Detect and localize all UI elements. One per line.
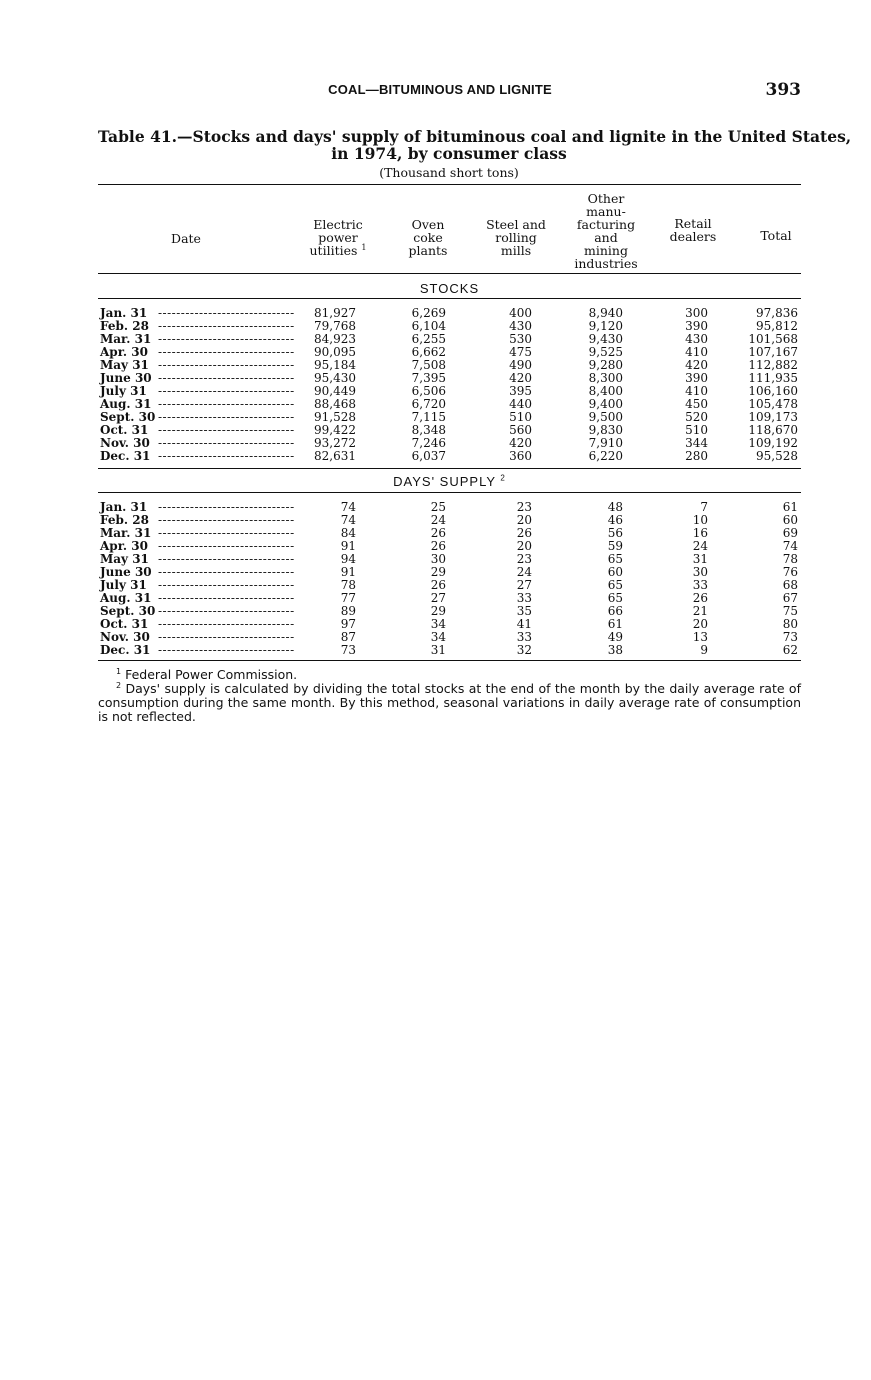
cell-total: 75 — [782, 604, 798, 618]
cell-oven: 31 — [430, 643, 446, 657]
cell-oven: 7,246 — [411, 436, 446, 450]
cell-oven: 26 — [430, 539, 446, 553]
cell-electric: 91,528 — [314, 410, 356, 424]
running-head — [0, 80, 871, 100]
cell-retail: 410 — [685, 345, 708, 359]
row-leader: ------------------------------ — [158, 306, 295, 320]
row-leader: ------------------------------ — [158, 526, 295, 540]
cell-total: 67 — [782, 591, 798, 605]
col-head-other — [566, 192, 646, 270]
cell-steel: 510 — [509, 410, 532, 424]
cell-other: 8,400 — [588, 384, 623, 398]
cell-oven: 29 — [430, 565, 446, 579]
cell-electric: 89 — [340, 604, 356, 618]
row-date: Dec. 31 — [100, 643, 151, 657]
cell-total: 73 — [782, 630, 798, 644]
col-head-other-line-4: and — [594, 230, 618, 245]
cell-steel: 475 — [509, 345, 532, 359]
col-head-other-line-5: mining — [584, 243, 628, 258]
cell-steel: 560 — [509, 423, 532, 437]
cell-total: 69 — [782, 526, 798, 540]
row-date: July 31 — [100, 578, 147, 592]
cell-oven: 7,115 — [411, 410, 446, 424]
cell-total: 76 — [782, 565, 798, 579]
row-date: July 31 — [100, 384, 147, 398]
row-date: Apr. 30 — [100, 345, 148, 359]
cell-retail: 7 — [700, 500, 708, 514]
cell-electric: 97 — [340, 617, 356, 631]
row-leader: ------------------------------ — [158, 552, 295, 566]
cell-other: 65 — [607, 578, 623, 592]
cell-retail: 9 — [700, 643, 708, 657]
cell-oven: 34 — [430, 630, 446, 644]
cell-electric: 94 — [340, 552, 356, 566]
cell-total: 101,568 — [748, 332, 798, 346]
cell-steel: 440 — [509, 397, 532, 411]
row-leader: ------------------------------ — [158, 578, 295, 592]
cell-retail: 420 — [685, 358, 708, 372]
col-head-electric-line-2: power — [318, 230, 358, 245]
cell-steel: 360 — [509, 449, 532, 463]
col-head-retail-line-2: dealers — [669, 229, 717, 244]
col-head-other-line-6: industries — [574, 256, 638, 271]
footnote-2-mark: 2 — [116, 680, 122, 690]
cell-electric: 82,631 — [314, 449, 356, 463]
row-date: June 30 — [100, 565, 152, 579]
cell-oven: 6,720 — [411, 397, 446, 411]
row-leader: ------------------------------ — [158, 345, 295, 359]
cell-oven: 25 — [430, 500, 446, 514]
row-date: Nov. 30 — [100, 436, 150, 450]
cell-electric: 93,272 — [314, 436, 356, 450]
cell-total: 68 — [782, 578, 798, 592]
row-date: Apr. 30 — [100, 539, 148, 553]
section-label-stocks: STOCKS — [419, 281, 480, 296]
table-title — [98, 127, 852, 163]
cell-retail: 16 — [692, 526, 708, 540]
cell-total: 109,192 — [748, 436, 798, 450]
row-leader: ------------------------------ — [158, 371, 295, 385]
row-date: June 30 — [100, 371, 152, 385]
cell-retail: 13 — [692, 630, 708, 644]
cell-total: 74 — [782, 539, 798, 553]
page-number: 393 — [765, 80, 801, 100]
row-date: Sept. 30 — [100, 410, 156, 424]
col-head-other-line-1: Other — [587, 191, 625, 206]
table-top-rule — [98, 184, 801, 185]
cell-other: 61 — [607, 617, 623, 631]
cell-other: 6,220 — [588, 449, 623, 463]
cell-steel: 420 — [509, 436, 532, 450]
cell-retail: 300 — [685, 306, 708, 320]
cell-electric: 91 — [340, 565, 356, 579]
cell-total: 106,160 — [748, 384, 798, 398]
cell-electric: 77 — [340, 591, 356, 605]
cell-oven: 27 — [430, 591, 446, 605]
cell-total: 95,528 — [756, 449, 798, 463]
row-leader: ------------------------------ — [158, 384, 295, 398]
cell-other: 59 — [607, 539, 623, 553]
cell-total: 111,935 — [748, 371, 798, 385]
cell-oven: 30 — [430, 552, 446, 566]
cell-retail: 33 — [692, 578, 708, 592]
col-head-retail — [658, 217, 728, 243]
col-head-electric-line-3 — [300, 244, 376, 257]
cell-retail: 31 — [692, 552, 708, 566]
cell-retail: 24 — [692, 539, 708, 553]
cell-other: 9,525 — [588, 345, 623, 359]
cell-electric: 74 — [340, 513, 356, 527]
row-leader: ------------------------------ — [158, 643, 295, 657]
footnote-1-text: Federal Power Commission. — [125, 667, 298, 682]
table-title-line-1: Table 41.—Stocks and days' supply of bituminous coal and lignite in the United States, — [98, 127, 852, 146]
cell-steel: 530 — [509, 332, 532, 346]
cell-oven: 26 — [430, 526, 446, 540]
cell-other: 60 — [607, 565, 623, 579]
cell-total: 118,670 — [748, 423, 798, 437]
col-head-oven-line-2: coke — [413, 230, 443, 245]
col-head-other-line-3: facturing — [576, 217, 636, 232]
col-head-total: Total — [760, 228, 792, 243]
cell-electric: 73 — [340, 643, 356, 657]
col-head-other-line-2: manu- — [586, 204, 626, 219]
cell-oven: 6,255 — [411, 332, 446, 346]
table-title-line-2: in 1974, by consumer class — [331, 144, 567, 163]
cell-electric: 81,927 — [314, 306, 356, 320]
cell-oven: 8,348 — [411, 423, 446, 437]
cell-steel: 20 — [516, 513, 532, 527]
cell-steel: 23 — [516, 552, 532, 566]
row-leader: ------------------------------ — [158, 617, 295, 631]
table-bottom-rule — [98, 660, 801, 661]
row-date: Mar. 31 — [100, 526, 152, 540]
row-leader: ------------------------------ — [158, 332, 295, 346]
footnote-2 — [98, 682, 801, 724]
cell-oven: 6,104 — [411, 319, 446, 333]
cell-other: 9,830 — [588, 423, 623, 437]
cell-electric: 79,768 — [314, 319, 356, 333]
row-date: Aug. 31 — [100, 591, 152, 605]
col-head-steel-line-3: mills — [500, 243, 532, 258]
col-head-oven-line-3: plants — [408, 243, 448, 258]
row-date: Mar. 31 — [100, 332, 152, 346]
row-leader: ------------------------------ — [158, 319, 295, 333]
cell-retail: 280 — [685, 449, 708, 463]
cell-electric: 84,923 — [314, 332, 356, 346]
running-title: COAL—BITUMINOUS AND LIGNITE — [328, 82, 552, 97]
footnote-2-text: Days' supply is calculated by dividing the total stocks at the end of the month by the daily average rate of consumption during the same month. By this method, seasonal variations in daily average rate of consumption is not reflected. — [98, 681, 801, 724]
col-head-electric — [300, 218, 376, 257]
row-date: Aug. 31 — [100, 397, 152, 411]
cell-other: 38 — [607, 643, 623, 657]
row-date: Oct. 31 — [100, 617, 149, 631]
col-head-steel-line-1: Steel and — [486, 217, 546, 232]
row-leader: ------------------------------ — [158, 500, 295, 514]
footnotes — [98, 668, 801, 724]
cell-total: 60 — [782, 513, 798, 527]
cell-retail: 30 — [692, 565, 708, 579]
row-leader: ------------------------------ — [158, 410, 295, 424]
cell-oven: 6,662 — [411, 345, 446, 359]
row-leader: ------------------------------ — [158, 423, 295, 437]
row-leader: ------------------------------ — [158, 604, 295, 618]
stocks-rule — [98, 298, 801, 299]
cell-steel: 35 — [516, 604, 532, 618]
cell-electric: 99,422 — [314, 423, 356, 437]
table-row — [98, 450, 801, 463]
row-date: Feb. 28 — [100, 319, 149, 333]
cell-electric: 74 — [340, 500, 356, 514]
cell-steel: 26 — [516, 526, 532, 540]
cell-oven: 6,506 — [411, 384, 446, 398]
cell-total: 112,882 — [748, 358, 798, 372]
cell-total: 105,478 — [748, 397, 798, 411]
col-head-retail-line-1: Retail — [674, 216, 712, 231]
cell-steel: 395 — [509, 384, 532, 398]
cell-total: 61 — [782, 500, 798, 514]
cell-oven: 7,395 — [411, 371, 446, 385]
cell-retail: 21 — [692, 604, 708, 618]
col-head-electric-line-1: Electric — [313, 217, 363, 232]
cell-steel: 32 — [516, 643, 532, 657]
cell-total: 95,812 — [756, 319, 798, 333]
row-date: Feb. 28 — [100, 513, 149, 527]
cell-other: 56 — [607, 526, 623, 540]
cell-oven: 7,508 — [411, 358, 446, 372]
cell-steel: 23 — [516, 500, 532, 514]
cell-electric: 78 — [340, 578, 356, 592]
row-date: Jan. 31 — [100, 306, 148, 320]
cell-oven: 6,037 — [411, 449, 446, 463]
cell-other: 8,300 — [588, 371, 623, 385]
cell-retail: 20 — [692, 617, 708, 631]
cell-electric: 90,449 — [314, 384, 356, 398]
cell-other: 65 — [607, 591, 623, 605]
footnote-ref-1: 1 — [361, 242, 367, 252]
col-head-oven-line-1: Oven — [411, 217, 445, 232]
cell-other: 9,500 — [588, 410, 623, 424]
section-label-days — [98, 474, 801, 489]
row-leader: ------------------------------ — [158, 630, 295, 644]
row-leader: ------------------------------ — [158, 565, 295, 579]
cell-electric: 95,430 — [314, 371, 356, 385]
cell-retail: 510 — [685, 423, 708, 437]
cell-electric: 84 — [340, 526, 356, 540]
cell-oven: 6,269 — [411, 306, 446, 320]
cell-retail: 10 — [692, 513, 708, 527]
cell-steel: 33 — [516, 591, 532, 605]
cell-other: 66 — [607, 604, 623, 618]
cell-other: 7,910 — [588, 436, 623, 450]
row-date: Dec. 31 — [100, 449, 151, 463]
cell-other: 9,400 — [588, 397, 623, 411]
cell-retail: 410 — [685, 384, 708, 398]
cell-other: 8,940 — [588, 306, 623, 320]
cell-retail: 430 — [685, 332, 708, 346]
row-date: May 31 — [100, 358, 149, 372]
cell-other: 48 — [607, 500, 623, 514]
cell-total: 80 — [782, 617, 798, 631]
cell-total: 107,167 — [748, 345, 798, 359]
days-top-rule — [98, 468, 801, 469]
cell-steel: 400 — [509, 306, 532, 320]
cell-electric: 90,095 — [314, 345, 356, 359]
cell-steel: 430 — [509, 319, 532, 333]
cell-other: 49 — [607, 630, 623, 644]
cell-oven: 34 — [430, 617, 446, 631]
row-leader: ------------------------------ — [158, 591, 295, 605]
cell-retail: 390 — [685, 371, 708, 385]
row-leader: ------------------------------ — [158, 449, 295, 463]
row-leader: ------------------------------ — [158, 358, 295, 372]
cell-electric: 91 — [340, 539, 356, 553]
cell-steel: 27 — [516, 578, 532, 592]
row-date: Nov. 30 — [100, 630, 150, 644]
cell-retail: 26 — [692, 591, 708, 605]
cell-total: 62 — [782, 643, 798, 657]
cell-retail: 390 — [685, 319, 708, 333]
cell-retail: 344 — [685, 436, 708, 450]
days-rule — [98, 492, 801, 493]
cell-steel: 420 — [509, 371, 532, 385]
row-leader: ------------------------------ — [158, 539, 295, 553]
cell-other: 9,120 — [588, 319, 623, 333]
cell-total: 109,173 — [748, 410, 798, 424]
col-head-steel-line-2: rolling — [495, 230, 537, 245]
row-date: Jan. 31 — [100, 500, 148, 514]
cell-oven: 29 — [430, 604, 446, 618]
table-row — [98, 644, 801, 657]
cell-oven: 24 — [430, 513, 446, 527]
header-bottom-rule — [98, 273, 801, 274]
cell-steel: 20 — [516, 539, 532, 553]
col-head-date: Date — [171, 231, 201, 246]
cell-total: 97,836 — [756, 306, 798, 320]
footnote-ref-2: 2 — [500, 473, 506, 483]
col-head-electric-line-3-text: utilities — [309, 243, 358, 258]
cell-steel: 24 — [516, 565, 532, 579]
cell-other: 65 — [607, 552, 623, 566]
cell-other: 9,430 — [588, 332, 623, 346]
section-label-days-text: DAYS' SUPPLY — [393, 474, 496, 489]
cell-retail: 520 — [685, 410, 708, 424]
footnote-1 — [98, 668, 801, 682]
cell-steel: 33 — [516, 630, 532, 644]
cell-retail: 450 — [685, 397, 708, 411]
cell-other: 9,280 — [588, 358, 623, 372]
row-date: Sept. 30 — [100, 604, 156, 618]
cell-electric: 87 — [340, 630, 356, 644]
cell-steel: 490 — [509, 358, 532, 372]
col-head-oven — [398, 218, 458, 257]
row-leader: ------------------------------ — [158, 436, 295, 450]
row-leader: ------------------------------ — [158, 397, 295, 411]
cell-electric: 88,468 — [314, 397, 356, 411]
cell-total: 78 — [782, 552, 798, 566]
cell-steel: 41 — [516, 617, 532, 631]
row-date: Oct. 31 — [100, 423, 149, 437]
cell-other: 46 — [607, 513, 623, 527]
cell-electric: 95,184 — [314, 358, 356, 372]
table-unit: (Thousand short tons) — [379, 165, 519, 180]
col-head-steel — [478, 218, 554, 257]
row-leader: ------------------------------ — [158, 513, 295, 527]
footnote-1-mark: 1 — [116, 666, 122, 676]
cell-oven: 26 — [430, 578, 446, 592]
row-date: May 31 — [100, 552, 149, 566]
